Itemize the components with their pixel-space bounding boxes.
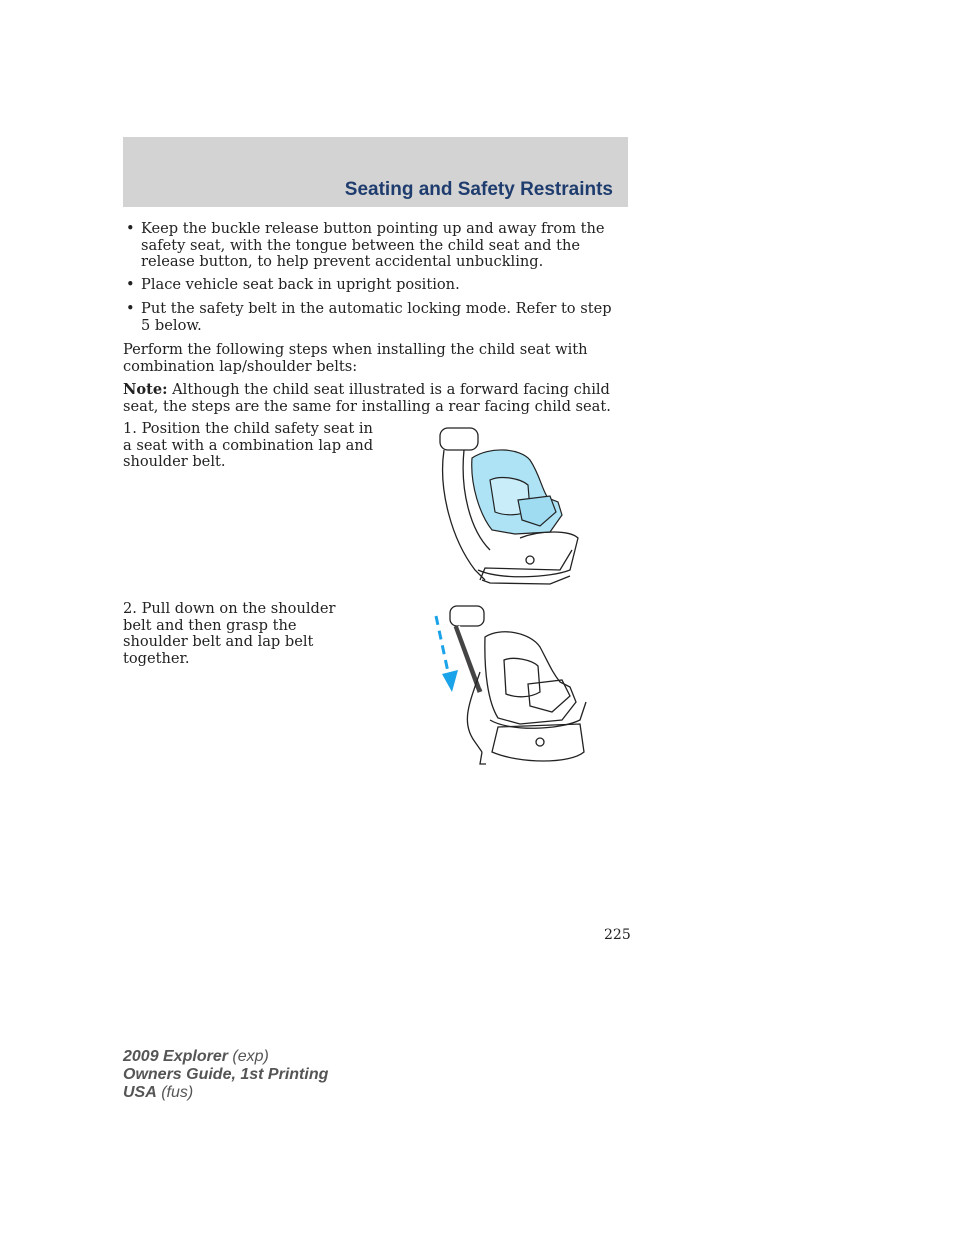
- footer-line-1: 2009 Explorer (exp): [123, 1048, 269, 1065]
- bullet-text: Keep the buckle release button pointing up and away from the safety seat, with the tongue between the child seat and the release button, to help prevent accidental unbuckling.: [141, 220, 605, 271]
- document-footer: [123, 1048, 328, 1102]
- child-seat-shape: [472, 450, 562, 534]
- note-text: Although the child seat illustrated is a forward facing child seat, the steps are the same for installing a rear facing child seat.: [123, 381, 611, 415]
- bullet-dot: •: [126, 276, 135, 293]
- note-paragraph: [123, 382, 623, 415]
- headrest-shape: [450, 606, 484, 626]
- step-2-text: 2. Pull down on the shoulder belt and then grasp the shoulder belt and lap belt together.: [123, 600, 336, 667]
- bullet-item: [123, 221, 623, 271]
- page-number: 225: [604, 927, 631, 943]
- headrest-shape: [440, 428, 478, 450]
- bullet-item: [123, 301, 623, 334]
- bullet-dot: •: [126, 220, 135, 237]
- child-seat-outline: [485, 632, 576, 724]
- section-header: [123, 137, 628, 207]
- section-title: Seating and Safety Restraints: [344, 179, 613, 200]
- note-label: Note:: [123, 381, 168, 398]
- child-seat-illustration: [430, 420, 590, 590]
- shoulder-belt-illustration: [430, 602, 595, 772]
- step-1-text: 1. Position the child safety seat in a seat with a combination lap and shoulder belt.: [123, 420, 374, 471]
- footer-line-2: Owners Guide, 1st Printing: [123, 1066, 329, 1083]
- bullet-text: Place vehicle seat back in upright position.: [141, 276, 460, 293]
- footer-line-3: USA (fus): [123, 1084, 194, 1101]
- bullet-text: Put the safety belt in the automatic locking mode. Refer to step 5 below.: [141, 300, 612, 334]
- seat-base-outline: [492, 724, 584, 761]
- bullet-item: [123, 277, 623, 294]
- intro-paragraph: Perform the following steps when installing the child seat with combination lap/shoulder belts:: [123, 341, 588, 375]
- seat-base-outline: [478, 532, 578, 577]
- bullet-dot: •: [126, 300, 135, 317]
